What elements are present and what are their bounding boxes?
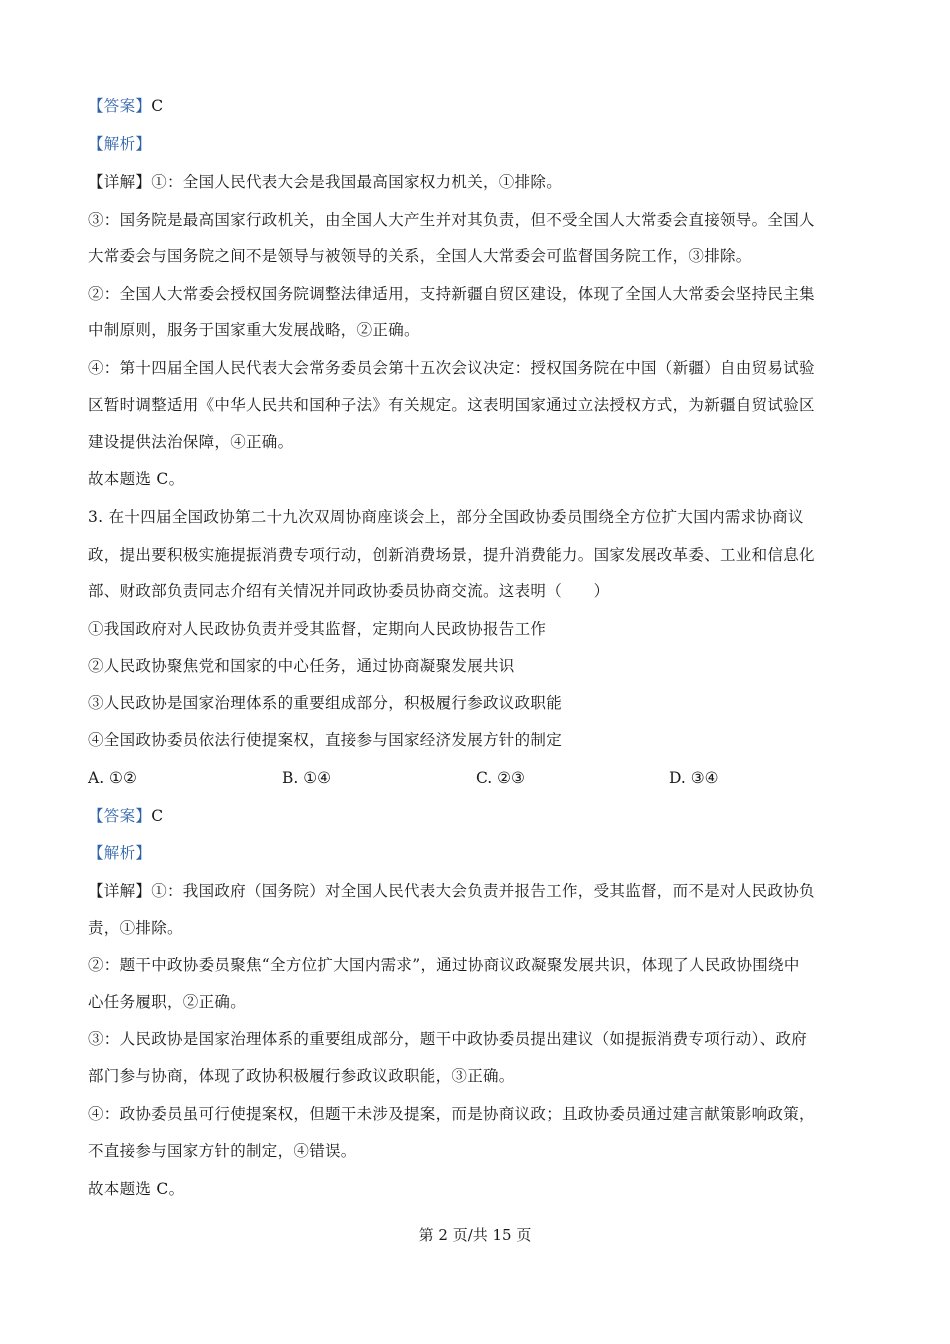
question-stem-line: 部、财政部负责同志介绍有关情况并同政协委员协商交流。这表明（ ） bbox=[88, 582, 610, 600]
question-stem-line: 政，提出要积极实施提振消费专项行动，创新消费场景，提升消费能力。国家发展改革委、工业和信息化 bbox=[88, 546, 815, 564]
statement-1: ①我国政府对人民政协负责并受其监督，定期向人民政协报告工作 bbox=[88, 620, 547, 638]
paragraph-line: ③：国务院是最高国家行政机关，由全国人大产生并对其负责，但不受全国人大常委会直接领导。全国人 bbox=[88, 211, 815, 229]
option-d: D. ③④ bbox=[669, 769, 719, 787]
option-a: A. ①② bbox=[88, 769, 137, 787]
detail-tag: 【详解】 bbox=[88, 173, 152, 191]
paragraph-line: ④：第十四届全国人民代表大会常务委员会第十五次会议决定：授权国务院在中国（新疆）自由贸易试验 bbox=[88, 359, 815, 377]
paragraph-line: 心任务履职，②正确。 bbox=[88, 993, 247, 1011]
statement-2: ②人民政协聚焦党和国家的中心任务，通过协商凝聚发展共识 bbox=[88, 657, 515, 675]
conclusion-line: 故本题选 C。 bbox=[88, 470, 185, 488]
answer-value: C bbox=[151, 807, 164, 825]
answer-tag: 【答案】 bbox=[88, 97, 152, 115]
paragraph-line: ②：题干中政协委员聚焦“全方位扩大国内需求”，通过协商议政凝聚发展共识，体现了人民政协围绕中 bbox=[88, 956, 800, 974]
answer-tag: 【答案】 bbox=[88, 807, 152, 825]
paragraph-line: ①：全国人民代表大会是我国最高国家权力机关，①排除。 bbox=[151, 173, 563, 191]
paragraph-line: 责，①排除。 bbox=[88, 919, 183, 937]
paragraph-line: 区暂时调整适用《中华人民共和国种子法》有关规定。这表明国家通过立法授权方式，为新疆自贸试验区 bbox=[88, 396, 815, 414]
paragraph-line: 大常委会与国务院之间不是领导与被领导的关系，全国人大常委会可监督国务院工作，③排除。 bbox=[88, 247, 752, 265]
conclusion-line: 故本题选 C。 bbox=[88, 1180, 185, 1198]
paragraph-line: ①：我国政府（国务院）对全国人民代表大会负责并报告工作，受其监督，而不是对人民政协负 bbox=[151, 882, 815, 900]
paragraph-line: ③：人民政协是国家治理体系的重要组成部分，题干中政协委员提出建议（如提振消费专项行动）、政府 bbox=[88, 1030, 808, 1048]
q2-detail-line bbox=[88, 172, 562, 192]
paragraph-line: ④：政协委员虽可行使提案权，但题干未涉及提案，而是协商议政；且政协委员通过建言献策影响政策， bbox=[88, 1105, 815, 1123]
detail-tag: 【详解】 bbox=[88, 882, 152, 900]
q3-analysis-line bbox=[88, 843, 151, 863]
paragraph-line: 建设提供法治保障，④正确。 bbox=[88, 433, 294, 451]
statement-3: ③人民政协是国家治理体系的重要组成部分，积极履行参政议政职能 bbox=[88, 694, 563, 712]
paragraph-line: 中制原则，服务于国家重大发展战略，②正确。 bbox=[88, 321, 420, 339]
answer-value: C bbox=[151, 97, 164, 115]
analysis-tag: 【解析】 bbox=[88, 135, 152, 153]
option-b: B. ①④ bbox=[282, 769, 332, 787]
paragraph-line: 不直接参与国家方针的制定，④错误。 bbox=[88, 1142, 357, 1160]
page-number-footer: 第 2 页/共 15 页 bbox=[418, 1226, 532, 1244]
question-stem-line: 3. 在十四届全国政协第二十九次双周协商座谈会上，部分全国政协委员围绕全方位扩大国内需求协商议 bbox=[88, 508, 804, 526]
q3-detail-line bbox=[88, 881, 815, 901]
analysis-tag: 【解析】 bbox=[88, 844, 152, 862]
option-c: C. ②③ bbox=[476, 769, 525, 787]
q3-answer-line bbox=[88, 806, 163, 826]
q2-answer-line bbox=[88, 96, 163, 116]
paragraph-line: ②：全国人大常委会授权国务院调整法律适用，支持新疆自贸区建设，体现了全国人大常委会坚持民主集 bbox=[88, 285, 815, 303]
paragraph-line: 部门参与协商，体现了政协积极履行参政议政职能，③正确。 bbox=[88, 1067, 515, 1085]
statement-4: ④全国政协委员依法行使提案权，直接参与国家经济发展方针的制定 bbox=[88, 731, 563, 749]
q2-analysis-line bbox=[88, 134, 151, 154]
